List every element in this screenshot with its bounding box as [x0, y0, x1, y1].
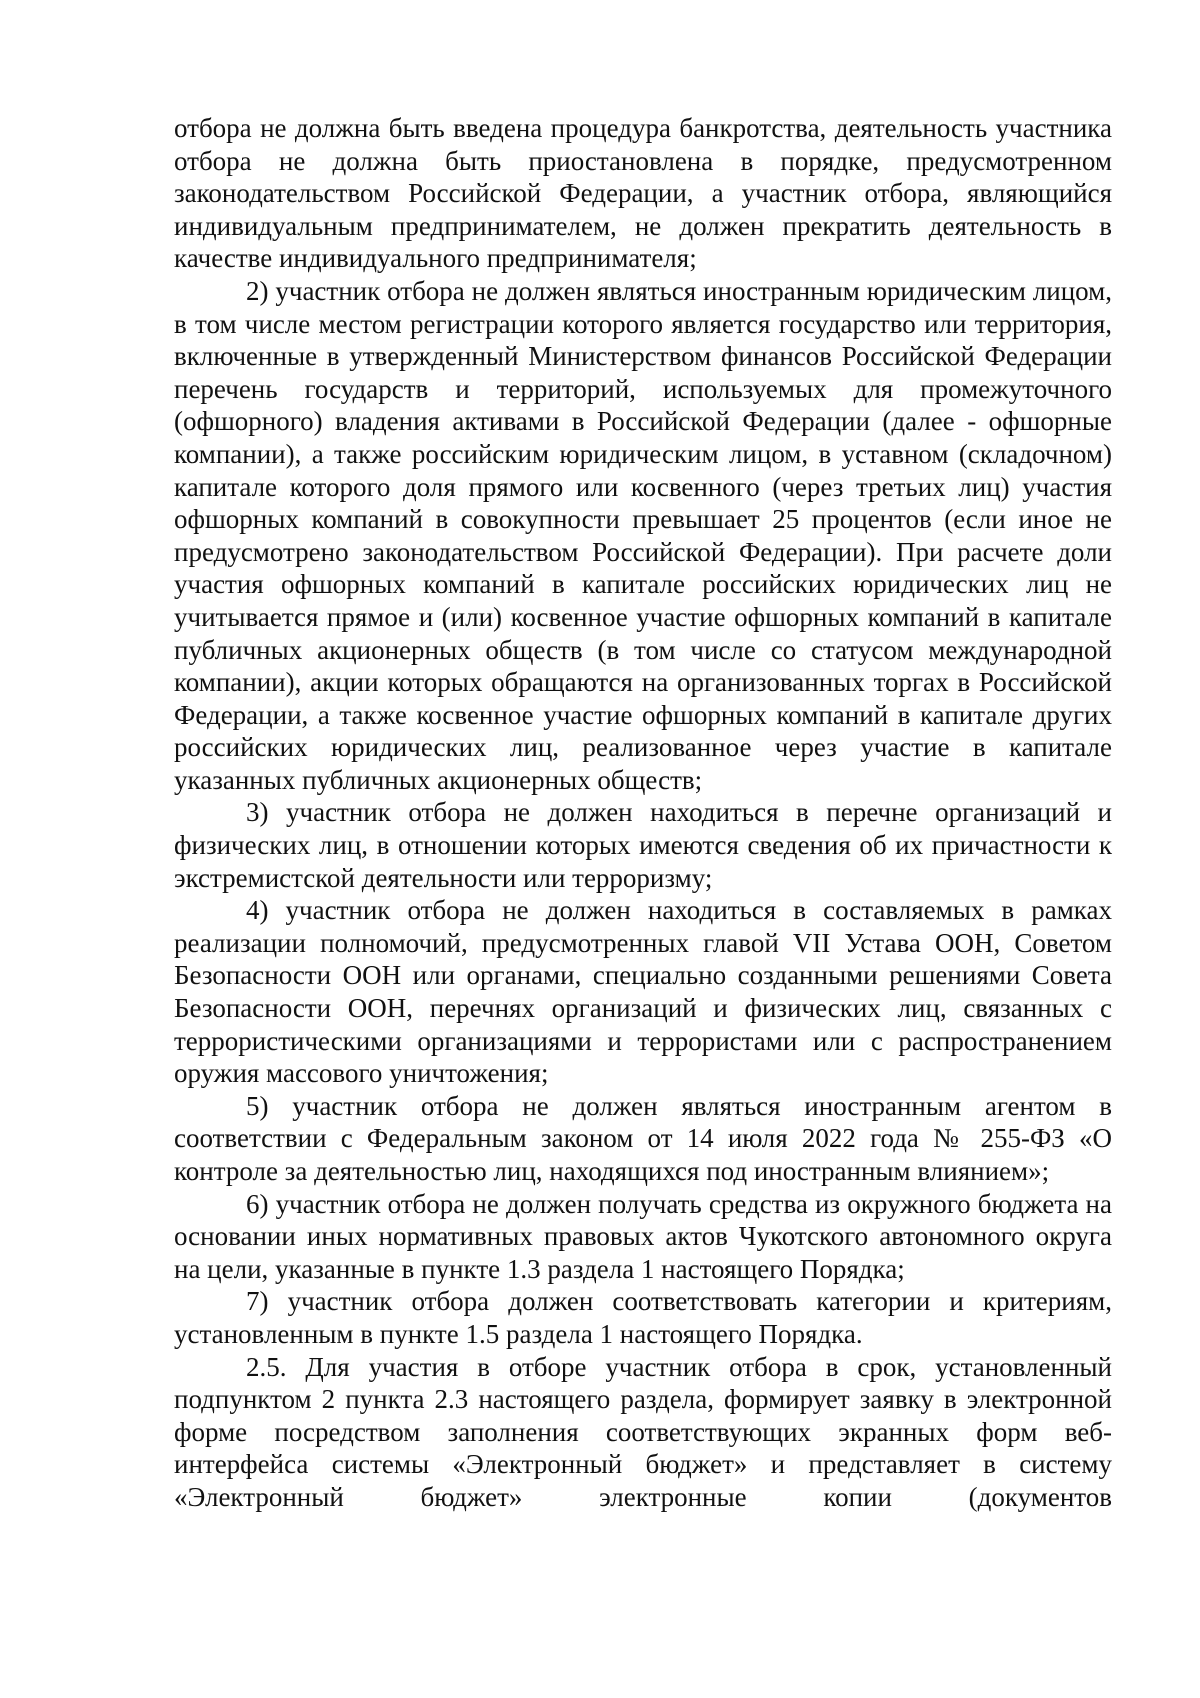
paragraph-item-7: 7) участник отбора должен соответствовать категории и критериям, установленным в пункте 1.5 раздела 1 настоящего Порядка.: [174, 1286, 1112, 1349]
paragraph-item-2: 2) участник отбора не должен являться иностранным юридическим лицом, в том числе местом регистрации которого является государство или территория, включенные в утвержденный Министерством финансов Российской Федерации перечень государств и территорий, используемых для промежуточного (офшорного) владения активами в Российской Федерации (далее - офшорные компании), а также российским юридическим лицом, в уставном (складочном) капитале которого доля прямого или косвенного (через третьих лиц) участия офшорных компаний в совокупности превышает 25 процентов (если иное не предусмотрено законодательством Российской Федерации). При расчете доли участия офшорных компаний в капитале российских юридических лиц не учитывается прямое и (или) косвенное участие офшорных компаний в капитале публичных акционерных обществ (в том числе со статусом международной компании), акции которых обращаются на организованных торгах в Российской Федерации, а также косвенное участие офшорных компаний в капитале других российских юридических лиц, реализованное через участие в капитале указанных публичных акционерных обществ;: [174, 275, 1112, 795]
document-page: [174, 112, 1112, 1514]
paragraph-item-5: 5) участник отбора не должен являться иностранным агентом в соответствии с Федеральным законом от 14 июля 2022 года № 255-ФЗ «О контроле за деятельностью лиц, находящихся под иностранным влиянием»;: [174, 1090, 1112, 1186]
paragraph-item-6: 6) участник отбора не должен получать средства из окружного бюджета на основании иных нормативных правовых актов Чукотского автономного округа на цели, указанные в пункте 1.3 раздела 1 настоящего Порядка;: [174, 1188, 1112, 1284]
paragraph-item-4: 4) участник отбора не должен находиться в составляемых в рамках реализации полномочий, предусмотренных главой VII Устава ООН, Советом Безопасности ООН или органами, специально созданными решениями Совета Безопасности ООН, перечнях организаций и физических лиц, связанных с террористическими организациями и террористами или с распространением оружия массового уничтожения;: [174, 895, 1112, 1089]
paragraph-section-2-5: 2.5. Для участия в отборе участник отбора в срок, установленный подпунктом 2 пункта 2.3 настоящего раздела, формирует заявку в электронной форме посредством заполнения соответствующих экранных форм веб-интерфейса системы «Электронный бюджет» и представляет в систему «Электронный бюджет» электронные копии (документов: [174, 1351, 1112, 1512]
paragraph-continuation: отбора не должна быть введена процедура банкротства, деятельность участника отбора не должна быть приостановлена в порядке, предусмотренном законодательством Российской Федерации, а участник отбора, являющийся индивидуальным предпринимателем, не должен прекратить деятельность в качестве индивидуального предпринимателя;: [174, 113, 1112, 274]
paragraph-item-3: 3) участник отбора не должен находиться в перечне организаций и физических лиц, в отношении которых имеются сведения об их причастности к экстремистской деятельности или терроризму;: [174, 797, 1112, 893]
